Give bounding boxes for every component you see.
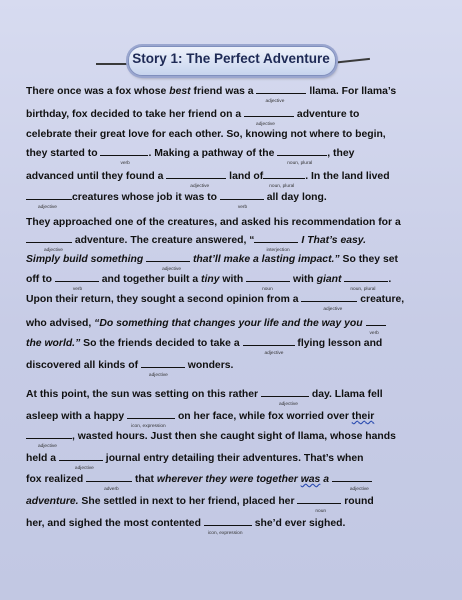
story-line: asleep with a happy icon, expression on her face, while fox worried over their: [26, 407, 374, 421]
blank-noun[interactable]: noun: [246, 270, 290, 282]
blank-verb[interactable]: verb: [55, 270, 99, 282]
blank-adjective[interactable]: adjective: [141, 356, 185, 368]
blank-adjective[interactable]: adjective: [256, 82, 306, 94]
blank-noun[interactable]: noun: [297, 492, 341, 504]
blank-adjective[interactable]: adjective: [301, 290, 357, 302]
story-line: fox realized adverb that wherever they were together was a adjective: [26, 470, 372, 484]
blank-icon-expression[interactable]: icon, expression: [127, 407, 175, 419]
title-flourish-left: [96, 63, 132, 65]
story-line: discovered all kinds of adjective wonders.: [26, 356, 233, 370]
blank-noun-plural[interactable]: noun, plural: [277, 144, 327, 156]
blank-adjective[interactable]: adjective: [243, 334, 295, 346]
story-line: There once was a fox whose best friend was a adjective llama. For llama’s: [26, 82, 396, 96]
blank-verb[interactable]: verb: [100, 144, 148, 156]
story-line: They approached one of the creatures, and asked his recommendation for a: [26, 217, 401, 228]
story-line: adjective creatures whose job it was to verb all day long.: [26, 188, 327, 202]
blank-adjective[interactable]: adjective: [261, 385, 309, 397]
blank-noun-plural[interactable]: noun, plural: [344, 270, 388, 282]
story-line: they started to verb . Making a pathway of the noun, plural , they: [26, 144, 354, 158]
story-line: birthday, fox decided to take her friend on a adjective adventure to: [26, 105, 359, 119]
blank-adjective[interactable]: adjective: [26, 188, 72, 200]
story-line: her, and sighed the most contented icon, expression she’d ever sighed.: [26, 514, 345, 528]
blank-interjection[interactable]: interjection: [254, 231, 298, 243]
story-line: adjective , wasted hours. Just then she caught sight of llama, whose hands: [26, 427, 396, 441]
blank-adverb[interactable]: adverb: [86, 470, 132, 482]
story-line: Simply build something adjective that’ll make a lasting impact.” So they set: [26, 250, 398, 264]
story-line: Upon their return, they sought a second opinion from a adjective creature,: [26, 290, 404, 304]
blank-adjective[interactable]: adjective: [146, 250, 190, 262]
story-line: off to verb and together built a tiny with noun with giant noun, plural .: [26, 270, 391, 284]
story-line: held a adjective journal entry detailing their adventures. That’s when: [26, 449, 364, 463]
story-line: adventure. She settled in next to her friend, placed her noun round: [26, 492, 374, 506]
blank-icon-expression[interactable]: icon, expression: [204, 514, 252, 526]
blank-adjective[interactable]: adjective: [244, 105, 294, 117]
blank-adjective[interactable]: adjective: [26, 231, 72, 243]
blank-adjective[interactable]: adjective: [332, 470, 372, 482]
story-line: the world.” So the friends decided to take a adjective flying lesson and: [26, 334, 382, 348]
story-line: At this point, the sun was setting on this rather adjective day. Llama fell: [26, 385, 383, 399]
story-line: adjective adventure. The creature answered, “ interjection I That’s easy.: [26, 231, 366, 245]
blank-verb[interactable]: verb: [220, 188, 264, 200]
story-line: advanced until they found a adjective land of noun, plural . In the land lived: [26, 167, 390, 181]
blank-adjective[interactable]: adjective: [59, 449, 103, 461]
title-flourish-right: [330, 58, 370, 64]
story-title: Story 1: The Perfect Adventure: [132, 51, 330, 66]
story-line: celebrate their great love for each other. So, knowing not where to begin,: [26, 129, 386, 140]
blank-adjective[interactable]: adjective: [166, 167, 226, 179]
title-banner: [128, 46, 336, 76]
story-line: who advised, “Do something that changes your life and the way you verb: [26, 314, 386, 328]
blank-verb[interactable]: verb: [366, 314, 386, 326]
blank-noun-plural[interactable]: noun, plural: [263, 167, 305, 179]
blank-adjective[interactable]: adjective: [26, 427, 72, 439]
